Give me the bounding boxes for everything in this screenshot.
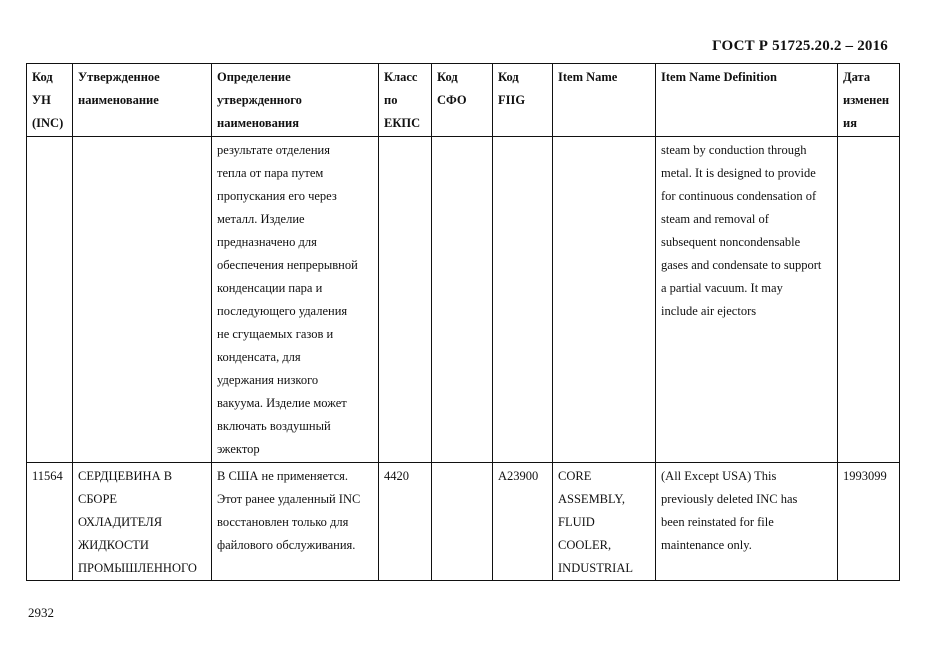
cell-inc: 11564 [27,463,73,581]
cell-sfo-code [432,137,493,463]
table-header-row [27,64,900,137]
cell-change-date: 1993099 [838,463,900,581]
cell-inc [27,137,73,463]
cell-item-name-definition: steam by conduction through metal. It is designed to provide for continuous condensation of steam and removal of subsequent noncondensable gases and condensate to support a partial vacuum. It may include air ejectors [656,137,838,463]
col-header-item-name: Item Name [553,64,656,137]
cell-change-date [838,137,900,463]
cell-item-name-definition: (All Except USA) This previously deleted INC has been reinstated for file maintenance only. [656,463,838,581]
cell-item-name: CORE ASSEMBLY, FLUID COOLER, INDUSTRIAL [553,463,656,581]
col-header-inc: Код УН (INC) [27,64,73,137]
cell-approved-name: СЕРДЦЕВИНА В СБОРЕ ОХЛАДИТЕЛЯ ЖИДКОСТИ ПРОМЫШЛЕННОГО [73,463,212,581]
col-header-item-name-definition: Item Name Definition [656,64,838,137]
col-header-ekps-class: Класс по ЕКПС [379,64,432,137]
cell-fiig-code [493,137,553,463]
cell-approved-name [73,137,212,463]
col-header-approved-name: Утвержденное наименование [73,64,212,137]
catalog-table [26,63,900,581]
page-number: 2932 [28,605,54,620]
col-header-change-date: Дата изменен ия [838,64,900,137]
col-header-sfo-code: Код СФО [432,64,493,137]
cell-item-name [553,137,656,463]
cell-ekps-class [379,137,432,463]
col-header-fiig-code: Код FIIG [493,64,553,137]
cell-sfo-code [432,463,493,581]
table-row [27,137,900,463]
table-row [27,463,900,581]
cell-definition-ru: результате отделения тепла от пара путем пропускания его через металл. Изделие предназначено для обеспечения непрерывной конденсации пара и последующего удаления не сгущаемых газов и конденсата, для удержания низкого вакуума. Изделие может включать воздушный эжектор [212,137,379,463]
cell-definition-ru: В США не применяется. Этот ранее удаленный INC восстановлен только для файлового обслуживания. [212,463,379,581]
cell-ekps-class: 4420 [379,463,432,581]
document-standard-code: ГОСТ Р 51725.20.2 – 2016 [712,38,888,54]
cell-fiig-code: A23900 [493,463,553,581]
col-header-definition-ru: Определение утвержденного наименования [212,64,379,137]
